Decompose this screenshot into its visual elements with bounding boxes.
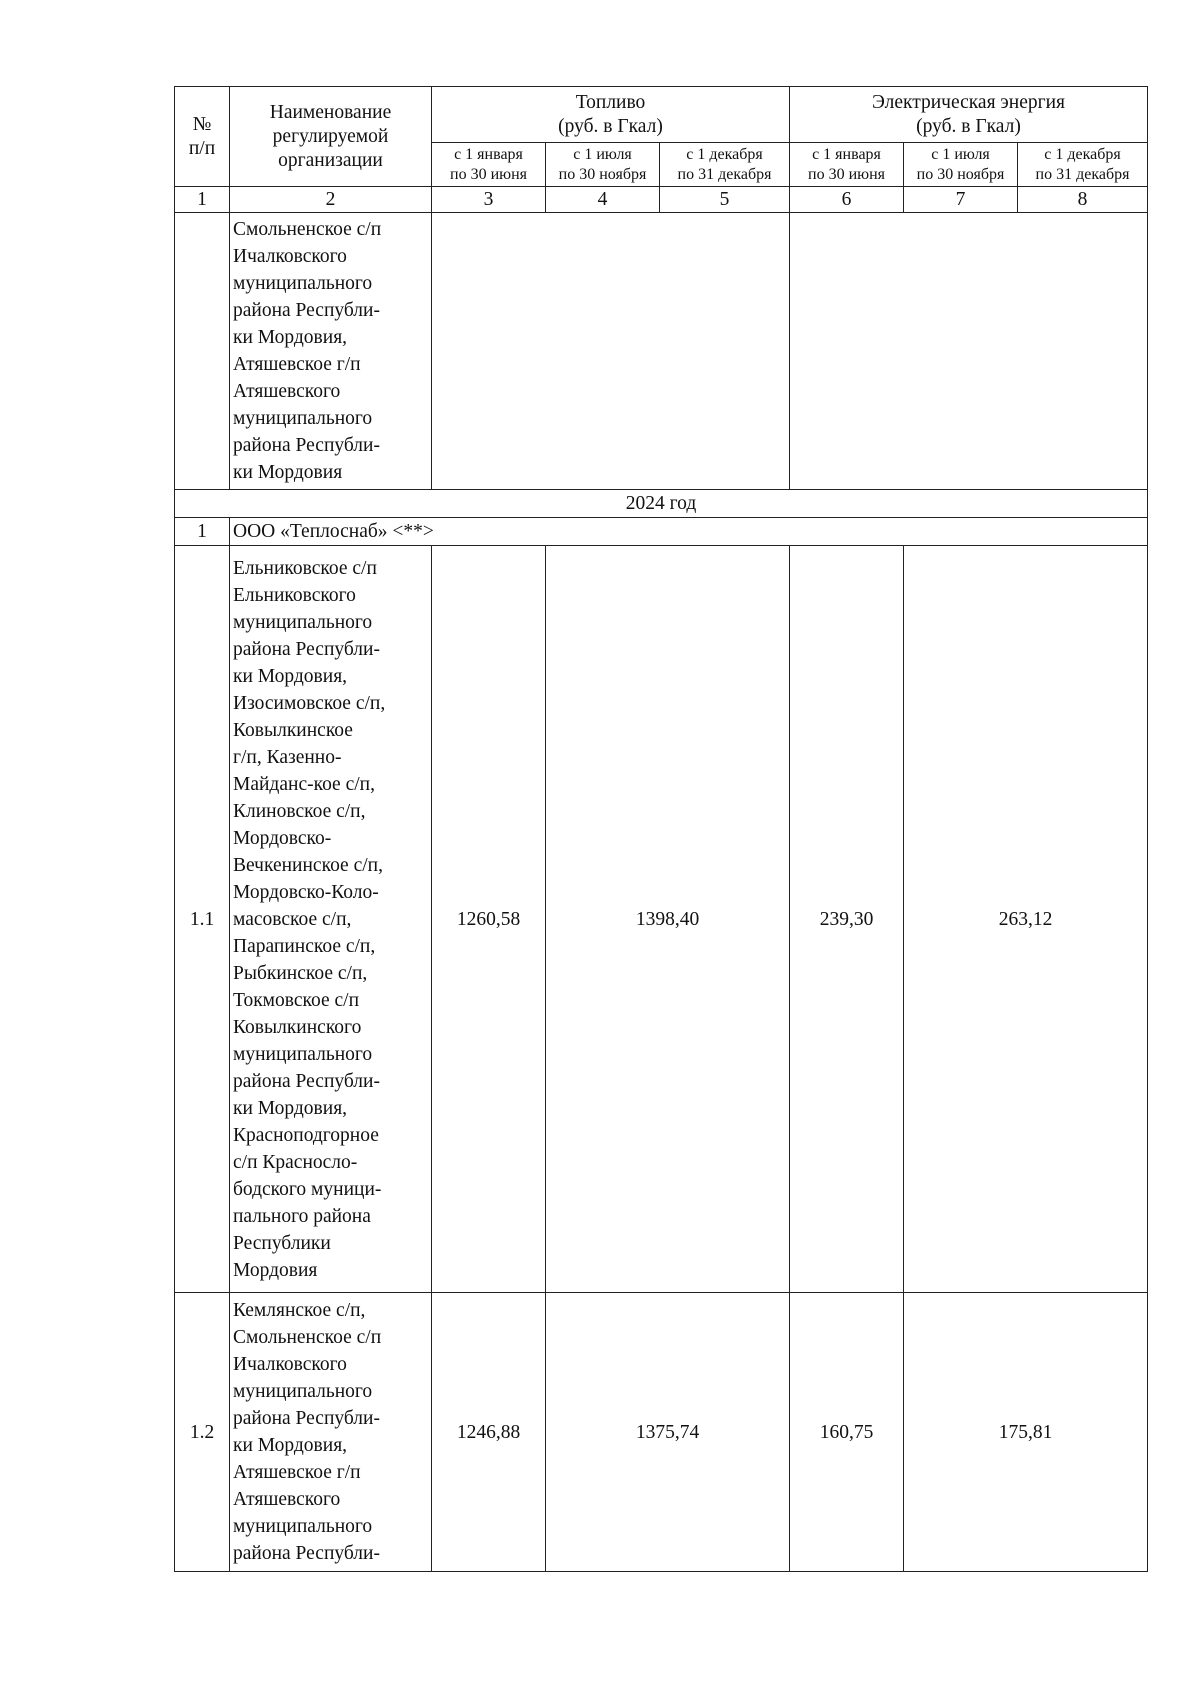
elec-jan-jun-value: 239,30 — [790, 546, 904, 1293]
table-row-1-2 — [175, 1293, 1148, 1572]
column-number: 5 — [660, 187, 790, 213]
header-electricity — [790, 87, 1148, 143]
org-row — [175, 518, 1148, 546]
org-area-name: Кемлянское с/п, Смольненское с/п Ичалковского муниципального района Республи- ки Мордовия, Атяшевское г/п Атяшевского муниципального района Республи- — [230, 1293, 432, 1572]
column-number: 8 — [1018, 187, 1148, 213]
period-fuel-jan-jun: с 1 января по 30 июня — [432, 143, 546, 187]
fuel-jul-dec-value: 1398,40 — [546, 546, 790, 1293]
org-area-name: Смольненское с/п Ичалковского муниципального района Республи- ки Мордовия, Атяшевское г/п Атяшевского муниципального района Республи- ки Мордовия — [230, 213, 432, 490]
column-number: 4 — [546, 187, 660, 213]
fuel-cell-empty — [432, 213, 790, 490]
column-number: 7 — [904, 187, 1018, 213]
table-row-continued — [175, 213, 1148, 490]
column-number: 2 — [230, 187, 432, 213]
elec-jul-dec-value: 263,12 — [904, 546, 1148, 1293]
org-area-name: Ельниковское с/п Ельниковского муниципального района Республи- ки Мордовия, Изосимовское с/п, Ковылкинское г/п, Казенно- Майданс-кое с/п, Клиновское с/п, Мордовско- Вечкенинское с/п, Мордовско-Коло- масовское с/п, Парапинское с/п, Рыбкинское с/п, Токмовское с/п Ковылкинского муниципального района Республи- ки Мордовия, Краснoподгорное с/п Краснoсло- бодского муници- пального района Республики Мордовия — [230, 546, 432, 1293]
row-num: 1.1 — [175, 546, 230, 1293]
period-fuel-dec: с 1 декабря по 31 декабря — [660, 143, 790, 187]
column-number-row — [175, 187, 1148, 213]
fuel-jul-dec-value: 1375,74 — [546, 1293, 790, 1572]
elec-jan-jun-value: 160,75 — [790, 1293, 904, 1572]
column-number: 6 — [790, 187, 904, 213]
electricity-unit: (руб. в Гкал) — [916, 115, 1021, 137]
column-number: 1 — [175, 187, 230, 213]
period-elec-jul-nov: с 1 июля по 30 ноября — [904, 143, 1018, 187]
electricity-title: Электрическая энергия — [871, 91, 1066, 113]
fuel-jan-jun-value: 1246,88 — [432, 1293, 546, 1572]
table-row-1-1 — [175, 546, 1148, 1293]
header-num: № п/п — [175, 87, 230, 187]
row-num: 1.2 — [175, 1293, 230, 1572]
column-number: 3 — [432, 187, 546, 213]
year-heading: 2024 год — [175, 490, 1148, 518]
fuel-jan-jun-value: 1260,58 — [432, 546, 546, 1293]
tariff-table — [174, 86, 1148, 1572]
elec-jul-dec-value: 175,81 — [904, 1293, 1148, 1572]
fuel-unit: (руб. в Гкал) — [558, 115, 663, 137]
header-org-name: Наименование регулируемой организации — [230, 87, 432, 187]
period-fuel-jul-nov: с 1 июля по 30 ноября — [546, 143, 660, 187]
row-num: 1 — [175, 518, 230, 546]
org-name: ООО «Теплоснаб» <**> — [230, 518, 1148, 546]
period-elec-dec: с 1 декабря по 31 декабря — [1018, 143, 1148, 187]
fuel-title: Топливо — [575, 91, 646, 113]
row-num-cell — [175, 213, 230, 490]
header-fuel — [432, 87, 790, 143]
electricity-cell-empty — [790, 213, 1148, 490]
period-elec-jan-jun: с 1 января по 30 июня — [790, 143, 904, 187]
header-row-1 — [175, 87, 1148, 143]
year-heading-row — [175, 490, 1148, 518]
